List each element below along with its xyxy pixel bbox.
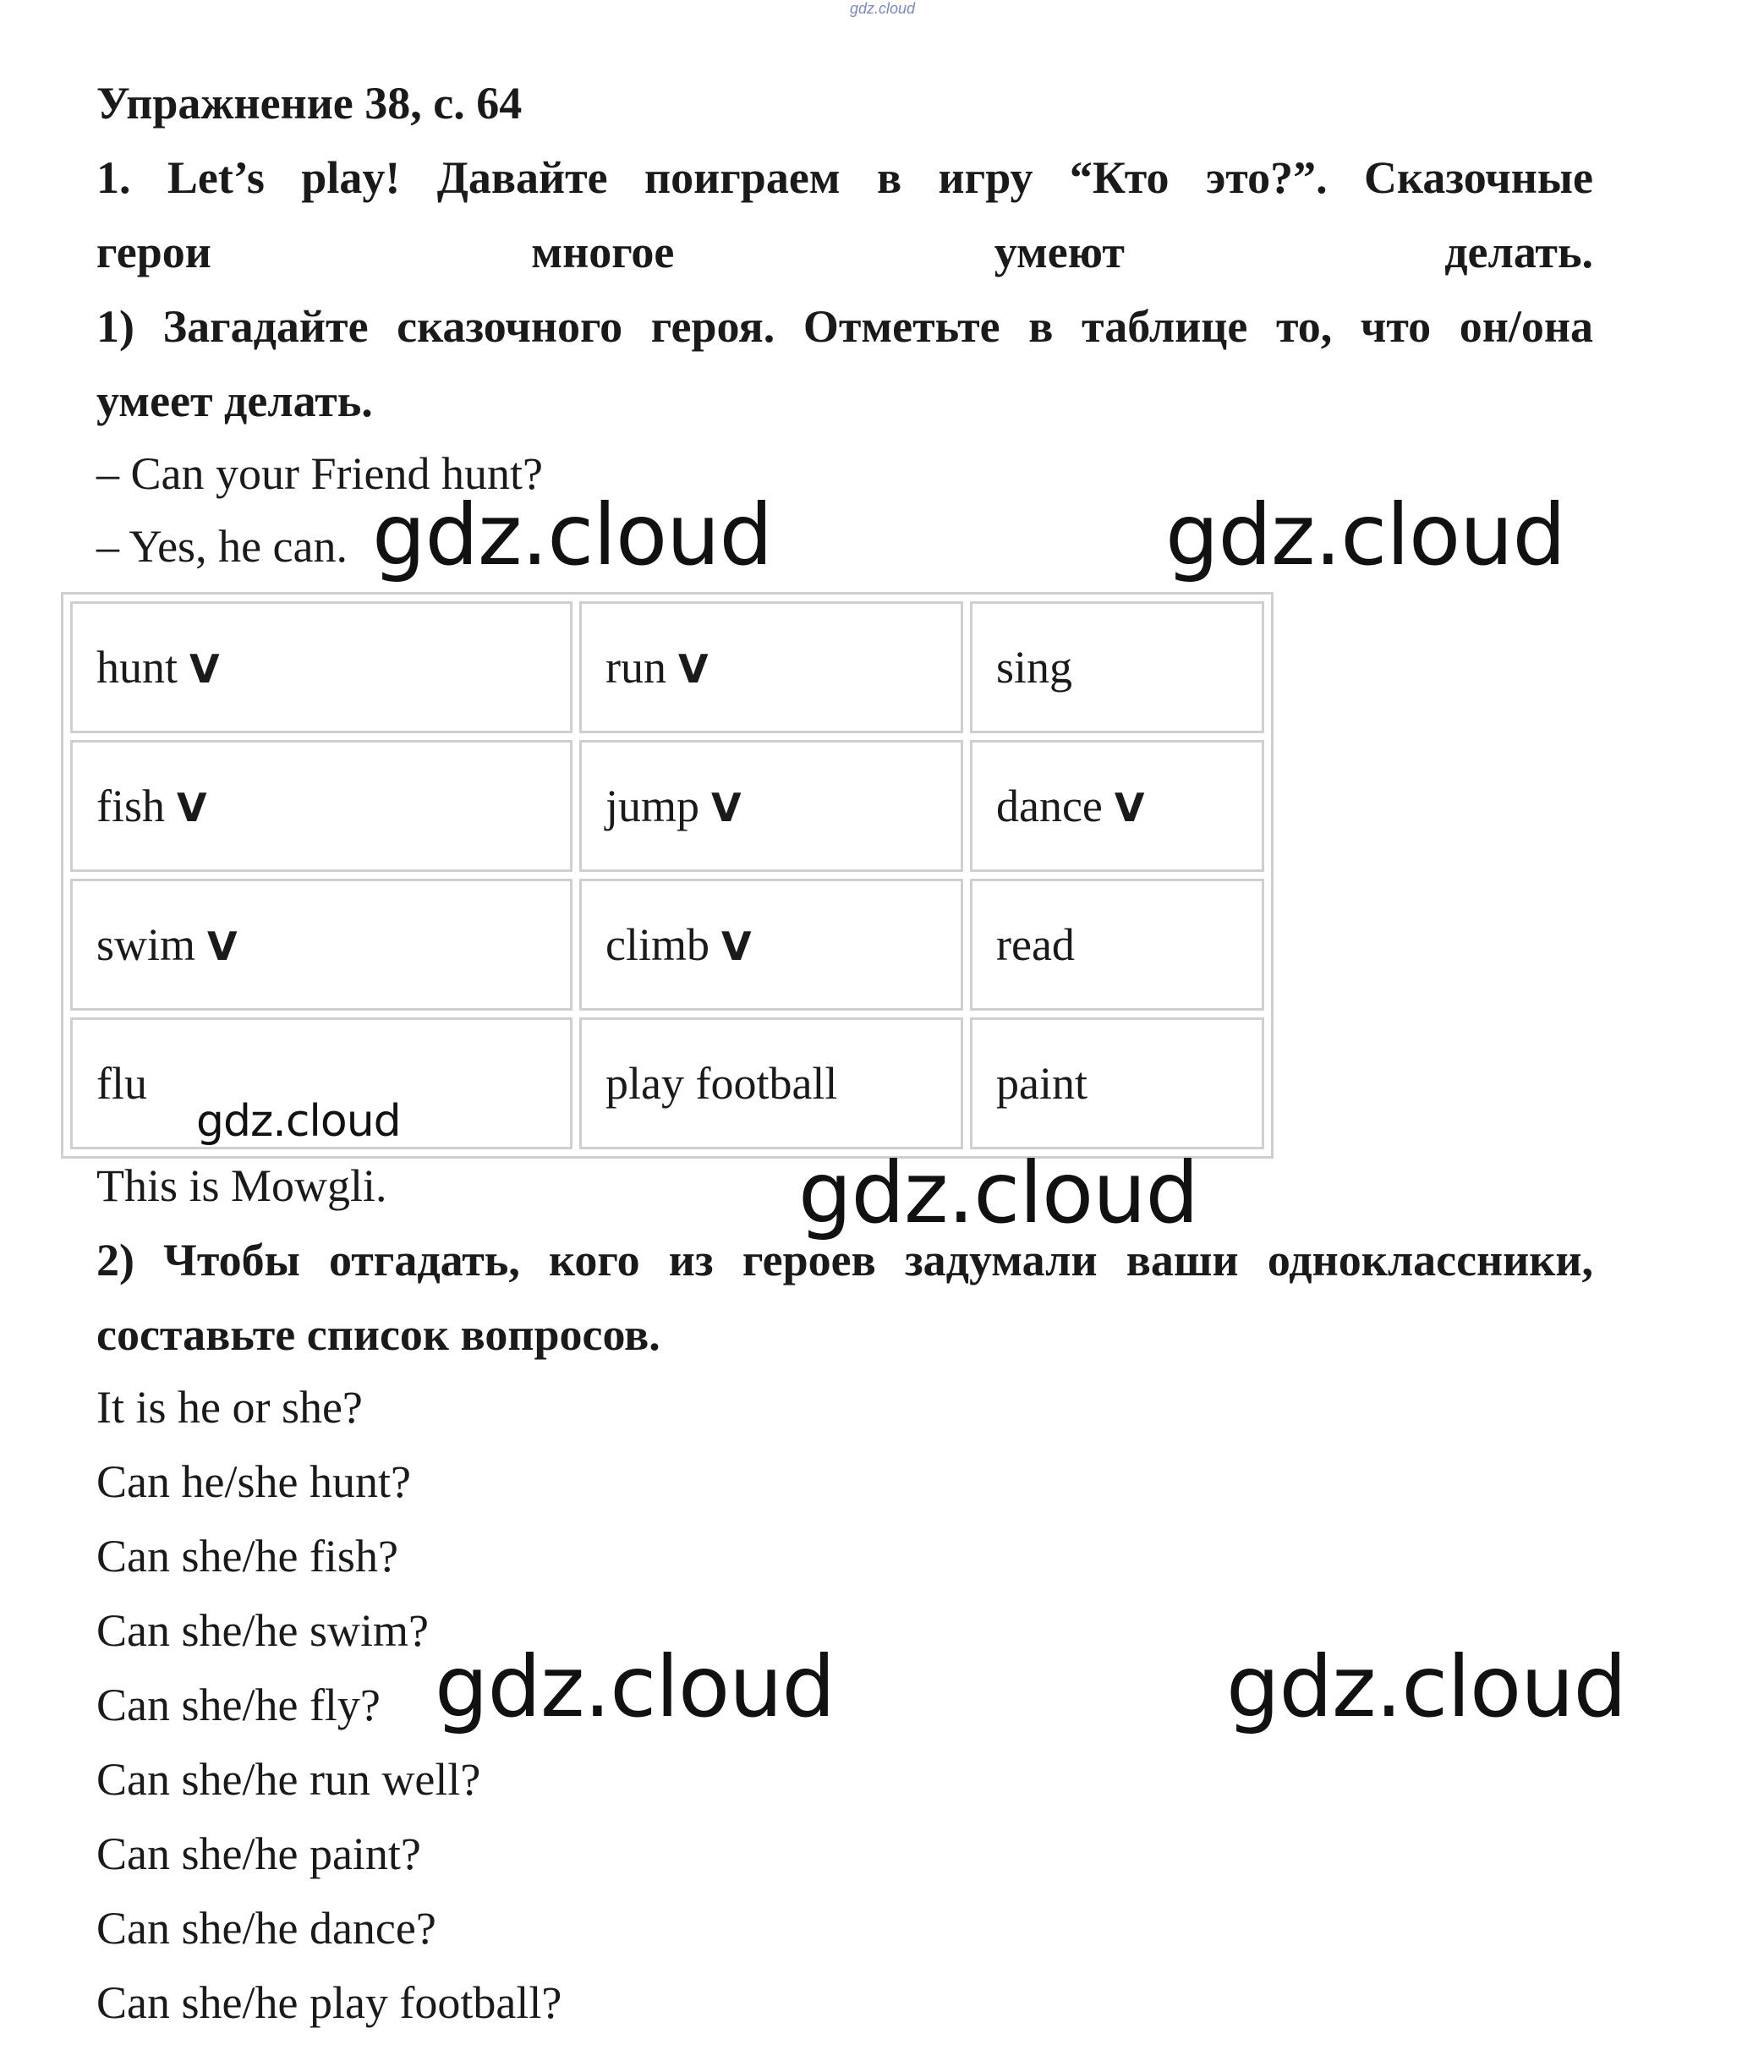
watermark: gdz.cloud: [435, 1637, 835, 1736]
question-item: Can she/he fish?: [96, 1531, 398, 1581]
task1-sub1-line1: 1) Загадайте сказочного героя. Отметьте в таблице то, что он/она: [96, 301, 1593, 352]
ability-label: flu: [96, 1058, 147, 1109]
watermark: gdz.cloud: [798, 1143, 1199, 1242]
task1-line1: 1. Let’s play! Давайте поиграем в игру “Кто это?”. Сказочные: [96, 152, 1593, 203]
table-cell: [970, 740, 1264, 872]
ability-label: hunt: [96, 642, 178, 693]
question-item: Can she/he paint?: [96, 1828, 421, 1879]
table-cell: [970, 601, 1264, 733]
table-cell: [579, 1017, 963, 1149]
check-mark: V: [711, 785, 742, 830]
table-cell: [579, 740, 963, 872]
ability-label: jump: [605, 781, 700, 831]
table-cell: [70, 601, 572, 733]
task1-line2: герои многое умеют делать.: [96, 227, 1593, 277]
ability-label: climb: [605, 919, 709, 970]
table-cell: [970, 1017, 1264, 1149]
question-item: Can she/he run well?: [96, 1754, 481, 1805]
check-mark: V: [189, 646, 220, 692]
question-item: It is he or she?: [96, 1382, 363, 1433]
watermark: gdz.cloud: [1165, 485, 1566, 584]
table-cell: [70, 740, 572, 872]
watermark: gdz.cloud: [372, 485, 773, 584]
watermark: gdz.cloud: [1226, 1637, 1627, 1736]
watermark: gdz.cloud: [196, 1096, 401, 1147]
check-mark: V: [177, 785, 207, 830]
table-cell: [579, 879, 963, 1011]
abilities-table: [61, 592, 1274, 1159]
table-cell: [70, 879, 572, 1011]
check-mark: V: [1114, 785, 1145, 830]
table-cell: [970, 879, 1264, 1011]
question-item: Can she/he fly?: [96, 1680, 381, 1730]
ability-label: fish: [96, 781, 165, 831]
answer-mowgli: This is Mowgli.: [96, 1160, 387, 1211]
question-item: Can she/he dance?: [96, 1903, 436, 1954]
ability-label: read: [996, 919, 1075, 970]
table-row: [70, 879, 1264, 1011]
question-item: Can he/she hunt?: [96, 1456, 411, 1507]
ability-label: run: [605, 642, 666, 693]
question-item: Can she/he play football?: [96, 1977, 562, 2028]
exercise-heading: Упражнение 38, с. 64: [96, 78, 523, 129]
task1-sub1-line2: умеет делать.: [96, 375, 373, 426]
ability-label: dance: [996, 781, 1103, 831]
ability-label: play football: [605, 1058, 838, 1109]
watermark-top: gdz.cloud: [850, 0, 916, 17]
dialog-question: – Can your Friend hunt?: [96, 448, 543, 499]
check-mark: V: [207, 924, 238, 969]
ability-label: sing: [996, 642, 1073, 693]
table-cell: [579, 601, 963, 733]
question-item: Can she/he swim?: [96, 1605, 429, 1656]
task2-line1: 2) Чтобы отгадать, кого из героев задумали ваши одноклассники,: [96, 1235, 1593, 1285]
table-row: [70, 601, 1264, 733]
dialog-answer: – Yes, he can.: [96, 521, 348, 572]
ability-label: paint: [996, 1058, 1087, 1109]
check-mark: V: [720, 924, 752, 969]
task2-line2: составьте список вопросов.: [96, 1309, 660, 1360]
ability-label: swim: [96, 919, 196, 970]
table-row: [70, 740, 1264, 872]
check-mark: V: [677, 646, 709, 692]
